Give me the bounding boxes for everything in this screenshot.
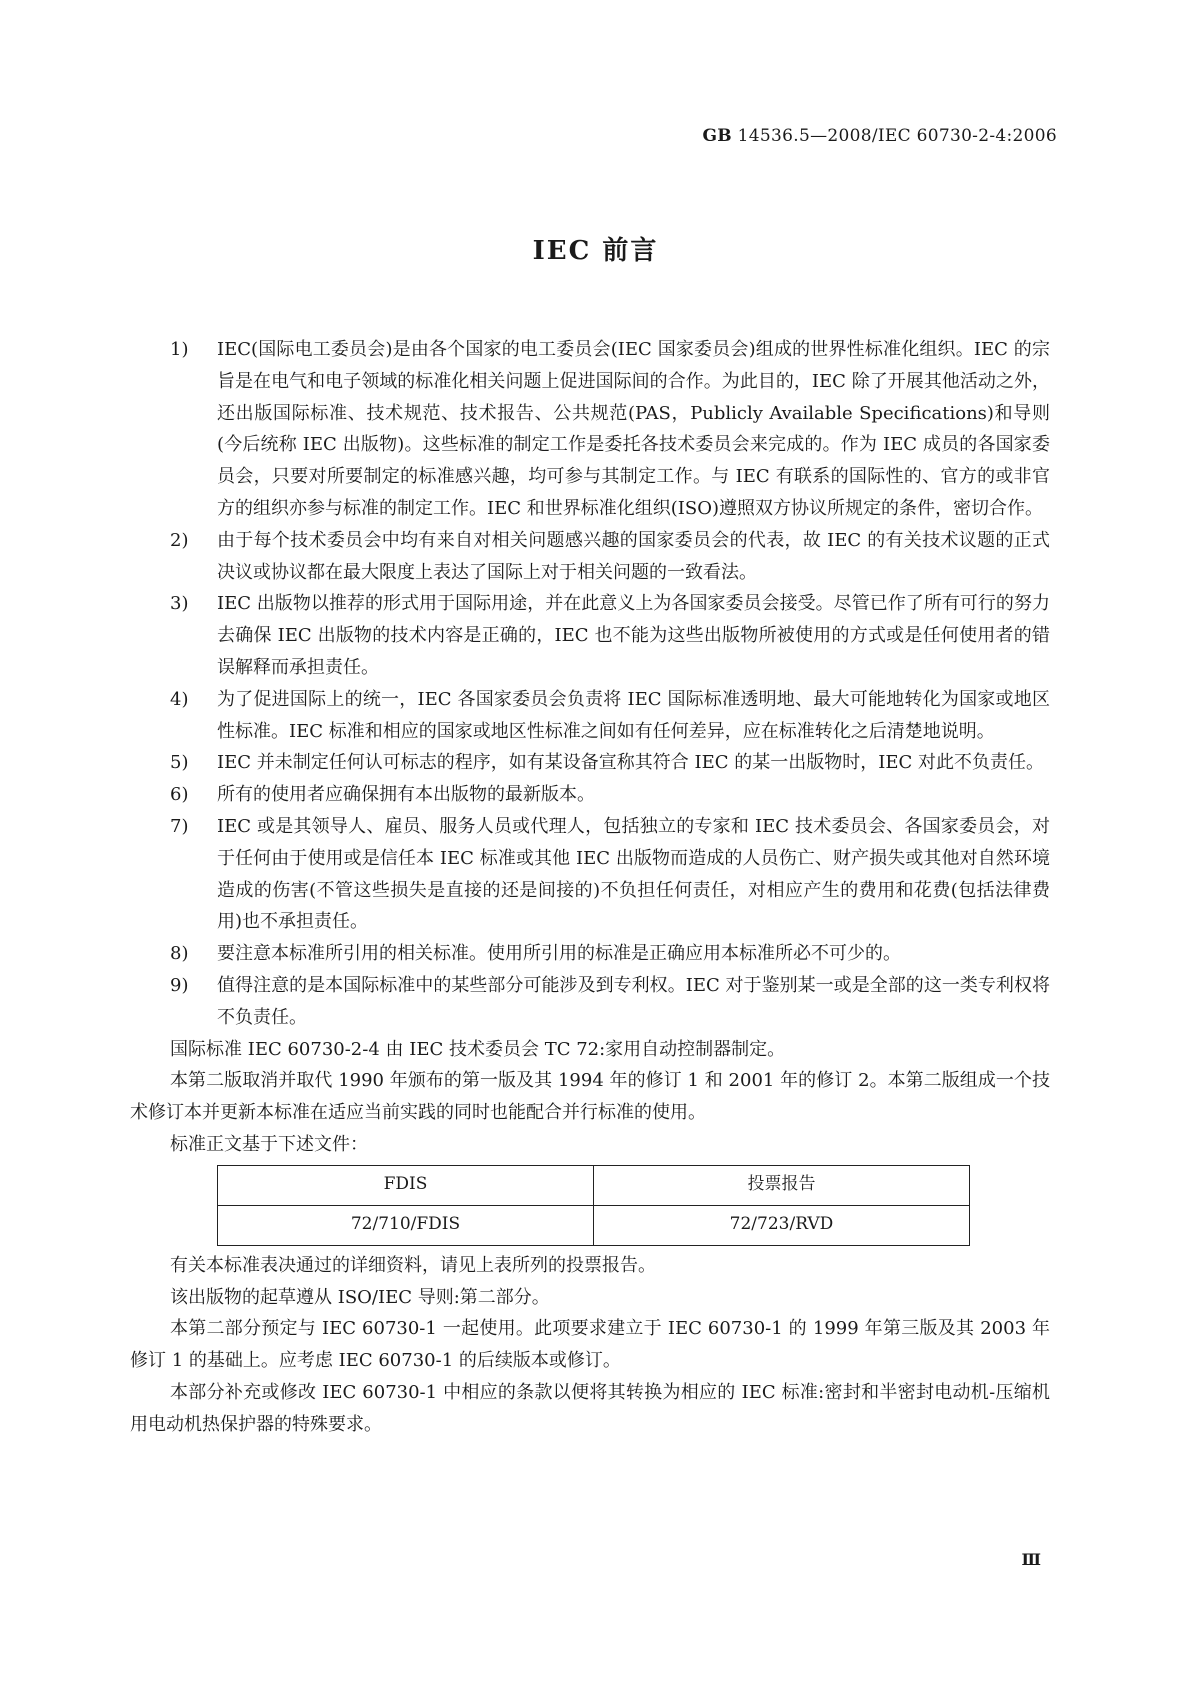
item-text: IEC(国际电工委员会)是由各个国家的电工委员会(IEC 国家委员会)组成的世界性标准化组织。IEC 的宗旨是在电气和电子领域的标准化相关问题上促进国际间的合作。为此目的，IEC 除了开展其他活动之外，还出版国际标准、技术规范、技术报告、公共规范(PAS，Publicly Available Specifications)和导则(今后统称 IEC 出版物)。这些标准的制定工作是委托各技术委员会来完成的。作为 IEC 成员的各国家委员会，只要对所要制定的标准感兴趣，均可参与其制定工作。与 IEC 有联系的国际性的、官方的或非官方的组织亦参与标准的制定工作。IEC 和世界标准化组织(ISO)遵照双方协议所规定的条件，密切合作。: [217, 339, 1050, 519]
paragraph: 有关本标准表决通过的详细资料，请见上表所列的投票报告。: [170, 1254, 656, 1276]
item-number: 4): [170, 688, 189, 710]
list-item: [170, 588, 1050, 683]
item-number: 5): [170, 752, 189, 774]
page-number: Ⅲ: [1021, 1550, 1041, 1569]
item-text: 由于每个技术委员会中均有来自对相关问题感兴趣的国家委员会的代表，故 IEC 的有关技术议题的正式决议或协议都在最大限度上表达了国际上对于相关问题的一致看法。: [217, 529, 1050, 583]
main-content: [130, 334, 1050, 1441]
list-item: [170, 334, 1050, 525]
paragraph: 本第二版取消并取代 1990 年颁布的第一版及其 1994 年的修订 1 和 2001 年的修订 2。本第二版组成一个技术修订本并更新本标准在适应当前实践的同时也能配合并行标准的使用。: [130, 1070, 1050, 1124]
item-text: IEC 或是其领导人、雇员、服务人员或代理人，包括独立的专家和 IEC 技术委员会、各国家委员会，对于任何由于使用或是信任本 IEC 标准或其他 IEC 出版物而造成的人员伤亡、财产损失或其他对自然环境造成的伤害(不管这些损失是直接的还是间接的)不负担任何责任，对相应产生的费用和花费(包括法律费用)也不承担责任。: [217, 815, 1050, 933]
paragraph: 标准正文基于下述文件：: [170, 1133, 368, 1155]
list-item: [170, 779, 1050, 811]
standard-number: 14536.5—2008/IEC 60730-2-4:2006: [731, 126, 1057, 146]
item-text: 所有的使用者应确保拥有本出版物的最新版本。: [217, 784, 595, 806]
document-header: [702, 126, 1057, 146]
paragraph: 本部分补充或修改 IEC 60730-1 中相应的条款以便将其转换为相应的 IEC 标准:密封和半密封电动机-压缩机用电动机热保护器的特殊要求。: [130, 1381, 1050, 1435]
page-title: IEC 前言: [532, 236, 659, 266]
table-header-row: [218, 1165, 970, 1205]
table-header-cell: 投票报告: [594, 1165, 970, 1205]
paragraph: 该出版物的起草遵从 ISO/IEC 导则:第二部分。: [170, 1286, 550, 1308]
paragraph: 本第二部分预定与 IEC 60730-1 一起使用。此项要求建立于 IEC 60730-1 的 1999 年第三版及其 2003 年修订 1 的基础上。应考虑 IEC 60730-1 的后续版本或修订。: [130, 1318, 1050, 1372]
table-cell: 72/710/FDIS: [218, 1205, 594, 1245]
table-header-cell: FDIS: [218, 1165, 594, 1205]
item-number: 8): [170, 943, 189, 965]
item-number: 6): [170, 784, 189, 806]
voting-documents-table: [217, 1165, 970, 1246]
item-number: 1): [170, 339, 189, 360]
list-item: [170, 811, 1050, 938]
item-number: 3): [170, 593, 189, 615]
paragraph: 国际标准 IEC 60730-2-4 由 IEC 技术委员会 TC 72:家用自动控制器制定。: [170, 1038, 786, 1060]
list-item: [170, 970, 1050, 1034]
list-item: [170, 747, 1050, 779]
item-text: 为了促进国际上的统一，IEC 各国家委员会负责将 IEC 国际标准透明地、最大可能地转化为国家或地区性标准。IEC 标准和相应的国家或地区性标准之间如有任何差异，应在标准转化之后清楚地说明。: [217, 688, 1050, 742]
list-item: [170, 938, 1050, 970]
item-text: IEC 出版物以推荐的形式用于国际用途，并在此意义上为各国家委员会接受。尽管已作了所有可行的努力去确保 IEC 出版物的技术内容是正确的，IEC 也不能为这些出版物所被使用的方式或是任何使用者的错误解释而承担责任。: [217, 593, 1050, 678]
item-text: IEC 并未制定任何认可标志的程序，如有某设备宣称其符合 IEC 的某一出版物时，IEC 对此不负责任。: [217, 752, 1044, 774]
item-text: 要注意本标准所引用的相关标准。使用所引用的标准是正确应用本标准所必不可少的。: [217, 943, 901, 965]
item-number: 9): [170, 974, 189, 996]
item-number: 2): [170, 529, 189, 551]
table-cell: 72/723/RVD: [594, 1205, 970, 1245]
list-item: [170, 684, 1050, 748]
item-text: 值得注意的是本国际标准中的某些部分可能涉及到专利权。IEC 对于鉴别某一或是全部的这一类专利权将不负责任。: [217, 974, 1050, 1028]
gb-prefix: GB: [702, 126, 732, 146]
table-row: [218, 1205, 970, 1245]
item-number: 7): [170, 815, 189, 837]
list-item: [170, 525, 1050, 589]
